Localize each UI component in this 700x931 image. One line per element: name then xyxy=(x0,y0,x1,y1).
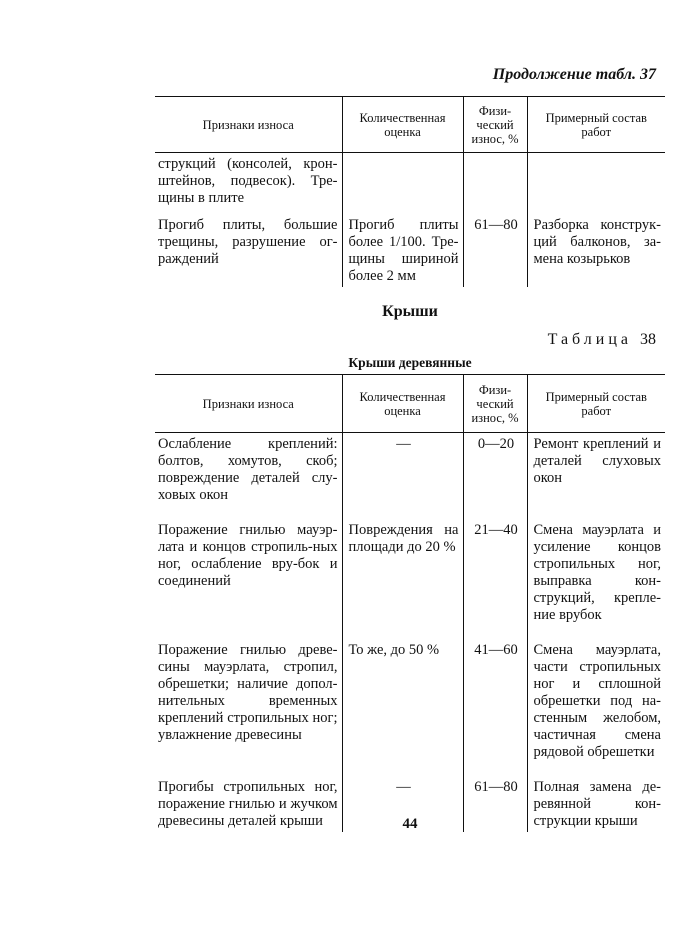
cell-wear: 61—80 xyxy=(463,777,527,832)
table-37-continued xyxy=(155,96,665,287)
table-row xyxy=(155,153,665,216)
table-38-label xyxy=(548,331,656,349)
cell-works: Полная замена де-ревянной кон-струкции крыши xyxy=(527,777,665,832)
header-signs: Признаки износа xyxy=(155,375,342,433)
table-label-number: 38 xyxy=(640,331,656,348)
header-wear: Физи-ческий износ, % xyxy=(463,97,527,153)
cell-quantitative: — xyxy=(342,433,463,521)
cell-signs: Ослабление креплений: болтов, хомутов, скоб; повреждение деталей слу-ховых окон xyxy=(158,436,338,503)
cell-works: Ремонт креплений и деталей слуховых окон xyxy=(527,433,665,521)
header-works: Примерный состав работ xyxy=(527,375,665,433)
cell-works: Смена мауэрлата и усиление концов стропильных ног, выправка кон-струкций, крепле-ние врубок xyxy=(527,520,665,640)
table-row xyxy=(155,640,665,777)
cell-wear: 21—40 xyxy=(463,520,527,640)
cell-quantitative xyxy=(342,153,463,216)
header-wear: Физи-ческий износ, % xyxy=(463,375,527,433)
table-continuation-label: Продолжение табл. 37 xyxy=(492,66,656,83)
cell-quantitative: — xyxy=(342,777,463,832)
cell-signs: Поражение гнилью древе-сины мауэрлата, стропил, обрешетки; наличие допол-нительных временных креплений стропильных ног; увлажнение древесины xyxy=(158,642,338,743)
cell-signs: Поражение гнилью мауэр-лата и концов стропиль-ных ног, ослабление вру-бок и соединений xyxy=(158,522,338,589)
header-signs: Признаки износа xyxy=(155,97,342,153)
page-number: 44 xyxy=(402,816,418,832)
section-title: Крыши xyxy=(382,303,438,320)
table-38-subtitle: Крыши деревянные xyxy=(348,355,472,370)
table-row xyxy=(155,433,665,521)
cell-signs: струкций (консолей, крон-штейнов, подвесок). Тре-щины в плите xyxy=(158,156,338,206)
cell-quantitative: То же, до 50 % xyxy=(342,640,463,777)
table-row xyxy=(155,520,665,640)
header-works: Примерный состав работ xyxy=(527,97,665,153)
cell-works: Разборка конструк-ций балконов, за-мена козырьков xyxy=(527,215,665,287)
cell-wear xyxy=(463,153,527,216)
cell-wear: 0—20 xyxy=(463,433,527,521)
cell-signs: Прогибы стропильных ног, поражение гнилью и жучком древесины деталей крыши xyxy=(158,779,338,829)
cell-works: Смена мауэрлата, части стропильных ног и сплошной обрешетки под на-стенным желобом, частичная смена рядовой обрешетки xyxy=(527,640,665,777)
cell-works xyxy=(527,153,665,216)
cell-signs: Прогиб плиты, большие трещины, разрушение ог-раждений xyxy=(158,217,338,267)
cell-wear: 61—80 xyxy=(463,215,527,287)
table-label-word: Таблица xyxy=(547,331,632,348)
table-row xyxy=(155,215,665,287)
table-38 xyxy=(155,374,665,832)
header-quantitative: Количественная оценка xyxy=(342,375,463,433)
cell-wear: 41—60 xyxy=(463,640,527,777)
cell-quantitative: Повреждения на площади до 20 % xyxy=(342,520,463,640)
header-quantitative: Количественная оценка xyxy=(342,97,463,153)
cell-quantitative: Прогиб плиты более 1/100. Тре-щины шириной более 2 мм xyxy=(342,215,463,287)
